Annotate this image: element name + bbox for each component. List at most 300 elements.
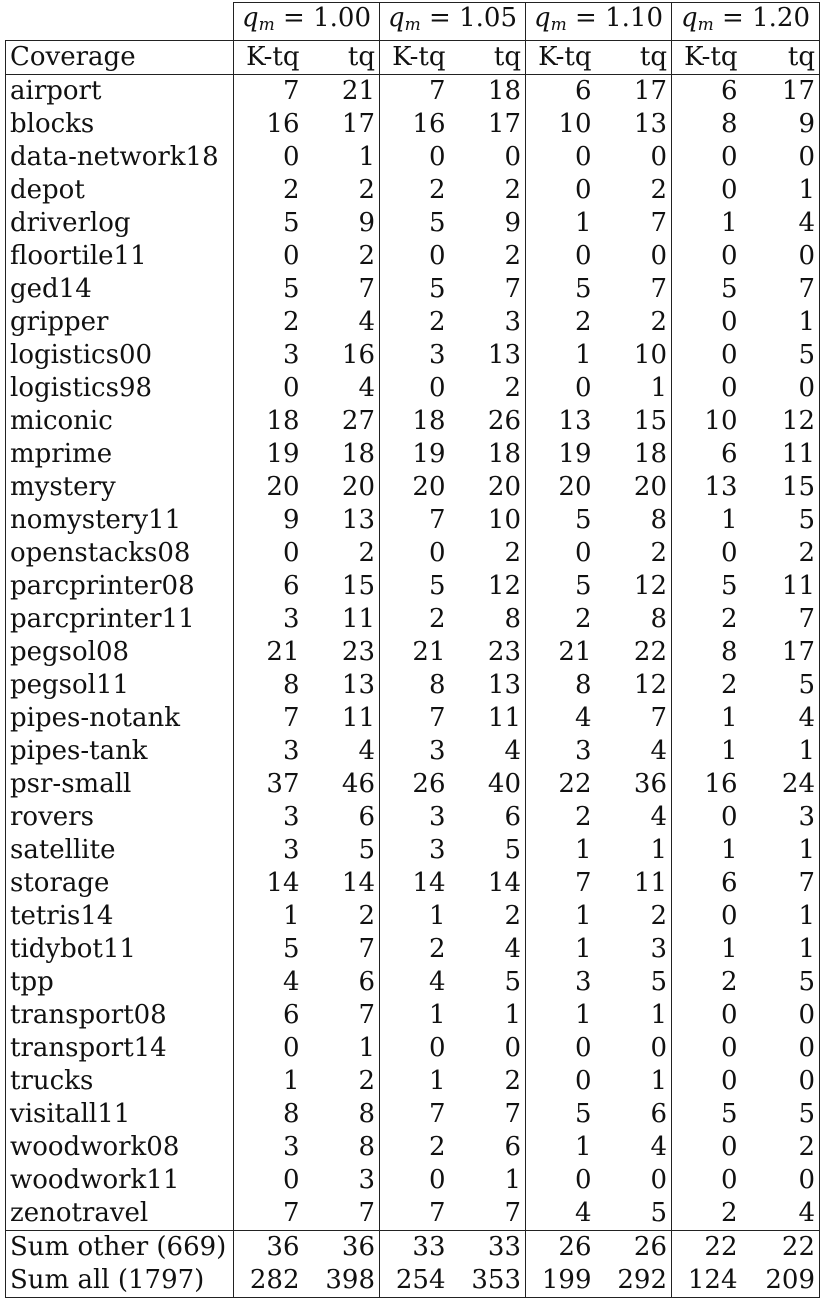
table-row (6, 108, 820, 141)
coverage-value: 0 (428, 241, 446, 271)
coverage-value: 21 (304, 75, 380, 109)
table-row (6, 339, 820, 372)
qm-group-header (234, 3, 380, 41)
coverage-value: 1 (282, 1066, 300, 1096)
qm-symbol: q (388, 3, 405, 33)
domain-name: blocks (6, 108, 234, 141)
table-row (6, 735, 820, 768)
table-row (6, 438, 820, 471)
table-row (6, 801, 820, 834)
coverage-value: 0 (282, 373, 300, 403)
qm-subscript: m (258, 15, 275, 35)
domain-name: satellite (6, 834, 234, 867)
table-row (6, 1164, 820, 1197)
coverage-value: 2 (720, 967, 738, 997)
coverage-value: 5 (574, 1099, 592, 1129)
coverage-value: 17 (742, 75, 820, 109)
coverage-value: 3 (304, 1164, 380, 1197)
coverage-value: 0 (720, 373, 738, 403)
coverage-value: 20 (304, 471, 380, 504)
coverage-value: 3 (282, 835, 300, 865)
coverage-value: 0 (720, 307, 738, 337)
coverage-value: 19 (558, 439, 592, 469)
coverage-value: 6 (450, 1131, 526, 1164)
coverage-value: 1 (720, 505, 738, 535)
domain-name: miconic (6, 405, 234, 438)
qm-header-row (6, 3, 820, 41)
table-row (6, 570, 820, 603)
domain-name: depot (6, 174, 234, 207)
coverage-value: 7 (742, 273, 820, 306)
coverage-value: 33 (450, 1231, 526, 1265)
table-row (6, 603, 820, 636)
column-header: K-tq (672, 41, 742, 75)
coverage-value: 4 (282, 967, 300, 997)
coverage-value: 18 (596, 438, 672, 471)
coverage-value: 3 (574, 967, 592, 997)
coverage-value: 7 (428, 1198, 446, 1228)
coverage-value: 2 (304, 240, 380, 273)
coverage-value: 0 (720, 901, 738, 931)
coverage-value: 7 (450, 273, 526, 306)
coverage-value: 254 (380, 1264, 450, 1298)
coverage-value: 0 (574, 1033, 592, 1063)
domain-name: transport14 (6, 1032, 234, 1065)
coverage-value: 1 (428, 1000, 446, 1030)
coverage-value: 9 (450, 207, 526, 240)
coverage-value: 2 (742, 537, 820, 570)
header-blank-cell (6, 3, 234, 41)
coverage-value: 3 (450, 306, 526, 339)
coverage-value: 27 (304, 405, 380, 438)
domain-name: gripper (6, 306, 234, 339)
coverage-value: 11 (304, 702, 380, 735)
qm-symbol: q (681, 3, 698, 33)
coverage-value: 5 (742, 966, 820, 999)
coverage-value: 0 (574, 1066, 592, 1096)
table-row (6, 999, 820, 1032)
coverage-value: 11 (450, 702, 526, 735)
coverage-value: 6 (450, 801, 526, 834)
qm-equals: = (566, 3, 606, 33)
qm-equals: = (274, 3, 314, 33)
coverage-value: 5 (742, 669, 820, 702)
column-header-row (6, 41, 820, 75)
coverage-value: 7 (574, 868, 592, 898)
coverage-value: 5 (428, 274, 446, 304)
coverage-value: 6 (720, 439, 738, 469)
coverage-value: 5 (720, 1099, 738, 1129)
coverage-value: 1 (596, 372, 672, 405)
coverage-value: 5 (720, 274, 738, 304)
coverage-value: 24 (742, 768, 820, 801)
coverage-value: 0 (596, 141, 672, 174)
domain-name: rovers (6, 801, 234, 834)
coverage-value: 8 (282, 1099, 300, 1129)
qm-group-header (526, 3, 672, 41)
coverage-value: 1 (720, 835, 738, 865)
coverage-value: 2 (304, 174, 380, 207)
coverage-value: 9 (742, 108, 820, 141)
coverage-value: 4 (304, 306, 380, 339)
coverage-value: 10 (596, 339, 672, 372)
coverage-value: 18 (412, 406, 446, 436)
coverage-value: 19 (412, 439, 446, 469)
coverage-value: 16 (304, 339, 380, 372)
coverage-value: 1 (720, 703, 738, 733)
coverage-value: 15 (596, 405, 672, 438)
coverage-value: 16 (266, 109, 300, 139)
coverage-value: 11 (596, 867, 672, 900)
coverage-value: 11 (304, 603, 380, 636)
table-row (6, 669, 820, 702)
coverage-value: 2 (428, 307, 446, 337)
domain-name: tpp (6, 966, 234, 999)
coverage-value: 4 (304, 735, 380, 768)
coverage-value: 2 (574, 604, 592, 634)
domain-name: zenotravel (6, 1197, 234, 1231)
coverage-value: 398 (304, 1264, 380, 1298)
coverage-value: 6 (596, 1098, 672, 1131)
coverage-value: 1 (428, 1066, 446, 1096)
coverage-value: 5 (720, 571, 738, 601)
coverage-value: 1 (720, 208, 738, 238)
domain-name: psr-small (6, 768, 234, 801)
coverage-value: 7 (450, 1197, 526, 1231)
coverage-value: 0 (282, 1033, 300, 1063)
coverage-value: 3 (282, 604, 300, 634)
coverage-value: 2 (304, 1065, 380, 1098)
coverage-value: 6 (574, 76, 592, 106)
coverage-value: 0 (720, 142, 738, 172)
coverage-value: 7 (428, 505, 446, 535)
coverage-value: 0 (428, 538, 446, 568)
coverage-value: 11 (742, 570, 820, 603)
coverage-value: 7 (282, 703, 300, 733)
table-row (6, 1131, 820, 1164)
coverage-value: 0 (282, 142, 300, 172)
coverage-value: 4 (574, 703, 592, 733)
qm-group-header (380, 3, 526, 41)
coverage-value: 1 (742, 933, 820, 966)
coverage-value: 33 (380, 1231, 450, 1265)
domain-name: nomystery11 (6, 504, 234, 537)
coverage-value: 1 (574, 340, 592, 370)
coverage-value: 5 (574, 274, 592, 304)
qm-subscript: m (550, 15, 567, 35)
coverage-value: 9 (304, 207, 380, 240)
domain-name: parcprinter08 (6, 570, 234, 603)
coverage-value: 15 (742, 471, 820, 504)
coverage-value: 1 (720, 934, 738, 964)
coverage-value: 3 (428, 340, 446, 370)
coverage-value: 1 (574, 208, 592, 238)
coverage-value: 22 (672, 1231, 742, 1265)
coverage-value: 0 (742, 141, 820, 174)
coverage-value: 0 (720, 1000, 738, 1030)
domain-name: Sum other (669) (6, 1231, 234, 1265)
coverage-value: 4 (596, 801, 672, 834)
coverage-value: 13 (450, 669, 526, 702)
table-row (6, 273, 820, 306)
coverage-value: 2 (450, 900, 526, 933)
coverage-value: 2 (574, 802, 592, 832)
coverage-value: 0 (742, 1164, 820, 1197)
coverage-value: 3 (282, 1132, 300, 1162)
coverage-value: 13 (450, 339, 526, 372)
coverage-value: 36 (596, 768, 672, 801)
coverage-value: 7 (304, 933, 380, 966)
domain-name: parcprinter11 (6, 603, 234, 636)
table-row (6, 1264, 820, 1298)
coverage-value: 0 (742, 240, 820, 273)
coverage-value: 16 (704, 769, 738, 799)
coverage-value: 7 (450, 1098, 526, 1131)
domain-name: pegsol11 (6, 669, 234, 702)
coverage-value: 23 (304, 636, 380, 669)
domain-name: pipes-tank (6, 735, 234, 768)
coverage-value: 1 (574, 1132, 592, 1162)
table-row (6, 1065, 820, 1098)
coverage-value: 3 (282, 736, 300, 766)
coverage-value: 1 (720, 736, 738, 766)
coverage-value: 0 (450, 1032, 526, 1065)
coverage-value: 0 (428, 373, 446, 403)
coverage-value: 7 (742, 867, 820, 900)
coverage-value: 2 (428, 604, 446, 634)
table-row (6, 768, 820, 801)
column-header: K-tq (526, 41, 596, 75)
coverage-value: 209 (742, 1264, 820, 1298)
table-row (6, 636, 820, 669)
coverage-value: 8 (596, 504, 672, 537)
qm-symbol: q (534, 3, 551, 33)
coverage-value: 3 (282, 802, 300, 832)
coverage-value: 0 (720, 1033, 738, 1063)
coverage-value: 7 (428, 703, 446, 733)
table-row (6, 75, 820, 109)
table-row (6, 702, 820, 735)
coverage-value: 0 (742, 1032, 820, 1065)
table-row (6, 207, 820, 240)
coverage-value: 4 (304, 372, 380, 405)
qm-subscript: m (404, 15, 421, 35)
column-header: tq (304, 41, 380, 75)
table-row (6, 1032, 820, 1065)
coverage-table (5, 2, 820, 1298)
coverage-value: 1 (282, 901, 300, 931)
coverage-value: 7 (596, 207, 672, 240)
coverage-value: 1 (574, 934, 592, 964)
coverage-value: 2 (742, 1131, 820, 1164)
coverage-value: 20 (558, 472, 592, 502)
coverage-value: 14 (412, 868, 446, 898)
coverage-value: 46 (304, 768, 380, 801)
coverage-value: 4 (450, 933, 526, 966)
coverage-value: 7 (304, 1197, 380, 1231)
table-row (6, 372, 820, 405)
qm-value: 1.05 (459, 3, 517, 33)
domain-name: tetris14 (6, 900, 234, 933)
coverage-value: 3 (282, 340, 300, 370)
table-row (6, 471, 820, 504)
coverage-value: 0 (720, 802, 738, 832)
coverage-value: 2 (574, 307, 592, 337)
coverage-value: 6 (282, 571, 300, 601)
coverage-value: 5 (282, 274, 300, 304)
coverage-value: 12 (596, 570, 672, 603)
coverage-value: 3 (742, 801, 820, 834)
qm-symbol: q (242, 3, 259, 33)
coverage-value: 2 (596, 306, 672, 339)
coverage-value: 8 (304, 1131, 380, 1164)
qm-value: 1.00 (313, 3, 371, 33)
coverage-value: 6 (304, 801, 380, 834)
domain-name: storage (6, 867, 234, 900)
table-row (6, 141, 820, 174)
table-row (6, 537, 820, 570)
coverage-value: 5 (574, 505, 592, 535)
coverage-value: 2 (596, 537, 672, 570)
table-row (6, 405, 820, 438)
coverage-value: 1 (742, 900, 820, 933)
domain-name: pipes-notank (6, 702, 234, 735)
coverage-value: 13 (558, 406, 592, 436)
coverage-value: 16 (412, 109, 446, 139)
coverage-value: 10 (558, 109, 592, 139)
coverage-value: 2 (596, 174, 672, 207)
coverage-value: 7 (596, 702, 672, 735)
coverage-value: 40 (450, 768, 526, 801)
coverage-value: 4 (742, 702, 820, 735)
coverage-value: 2 (720, 1198, 738, 1228)
coverage-value: 13 (304, 504, 380, 537)
coverage-value: 17 (304, 108, 380, 141)
domain-name: mystery (6, 471, 234, 504)
coverage-value: 6 (304, 966, 380, 999)
coverage-value: 5 (574, 571, 592, 601)
coverage-value: 353 (450, 1264, 526, 1298)
coverage-value: 7 (304, 273, 380, 306)
coverage-value: 1 (304, 141, 380, 174)
coverage-value: 1 (450, 1164, 526, 1197)
coverage-value: 0 (282, 538, 300, 568)
domain-name: Sum all (1797) (6, 1264, 234, 1298)
coverage-value: 124 (672, 1264, 742, 1298)
domain-name: woodwork11 (6, 1164, 234, 1197)
coverage-value: 0 (720, 538, 738, 568)
coverage-value: 0 (574, 175, 592, 205)
coverage-value: 2 (450, 537, 526, 570)
coverage-value: 7 (304, 999, 380, 1032)
coverage-value: 13 (304, 669, 380, 702)
table-row (6, 1098, 820, 1131)
coverage-value: 0 (428, 142, 446, 172)
table-row (6, 933, 820, 966)
domain-name: ged14 (6, 273, 234, 306)
coverage-value: 36 (234, 1231, 304, 1265)
coverage-value: 11 (742, 438, 820, 471)
coverage-value: 8 (596, 603, 672, 636)
coverage-value: 1 (742, 306, 820, 339)
coverage-value: 5 (428, 208, 446, 238)
coverage-value: 5 (596, 1197, 672, 1231)
coverage-value: 17 (596, 75, 672, 109)
coverage-value: 2 (304, 537, 380, 570)
coverage-value: 10 (450, 504, 526, 537)
coverage-value: 2 (428, 1132, 446, 1162)
domain-name: transport08 (6, 999, 234, 1032)
domain-name: floortile11 (6, 240, 234, 273)
coverage-value: 0 (720, 1132, 738, 1162)
coverage-value: 0 (282, 241, 300, 271)
coverage-value: 2 (450, 174, 526, 207)
table-row (6, 174, 820, 207)
coverage-value: 0 (596, 1032, 672, 1065)
coverage-value: 14 (450, 867, 526, 900)
coverage-value: 14 (266, 868, 300, 898)
coverage-value: 23 (450, 636, 526, 669)
coverage-value: 0 (574, 538, 592, 568)
coverage-value: 20 (596, 471, 672, 504)
coverage-value: 4 (742, 1197, 820, 1231)
coverage-value: 1 (742, 834, 820, 867)
domain-name: logistics98 (6, 372, 234, 405)
coverage-value: 1 (450, 999, 526, 1032)
coverage-value: 0 (720, 340, 738, 370)
coverage-value: 4 (450, 735, 526, 768)
coverage-value: 0 (428, 1165, 446, 1195)
coverage-value: 7 (282, 76, 300, 106)
coverage-value: 0 (574, 241, 592, 271)
coverage-value: 8 (282, 670, 300, 700)
coverage-value: 3 (428, 736, 446, 766)
table-row (6, 504, 820, 537)
coverage-value: 5 (596, 966, 672, 999)
table-row (6, 867, 820, 900)
domain-name: data-network18 (6, 141, 234, 174)
coverage-value: 7 (596, 273, 672, 306)
coverage-value: 0 (720, 241, 738, 271)
coverage-value: 12 (450, 570, 526, 603)
coverage-value: 5 (450, 834, 526, 867)
coverage-value: 2 (450, 240, 526, 273)
coverage-value: 12 (742, 405, 820, 438)
coverage-value: 4 (596, 1131, 672, 1164)
domain-name: driverlog (6, 207, 234, 240)
coverage-value: 13 (704, 472, 738, 502)
table-row (6, 240, 820, 273)
coverage-value: 2 (450, 1065, 526, 1098)
coverage-value: 19 (266, 439, 300, 469)
coverage-value: 5 (450, 966, 526, 999)
domain-name: pegsol08 (6, 636, 234, 669)
coverage-value: 2 (428, 934, 446, 964)
coverage-value: 2 (596, 900, 672, 933)
coverage-value: 4 (742, 207, 820, 240)
column-header: K-tq (234, 41, 304, 75)
coverage-value: 8 (428, 670, 446, 700)
coverage-value: 5 (304, 834, 380, 867)
coverage-value: 0 (742, 372, 820, 405)
domain-name: tidybot11 (6, 933, 234, 966)
coverage-value: 9 (282, 505, 300, 535)
coverage-value: 0 (574, 373, 592, 403)
coverage-value: 199 (526, 1264, 596, 1298)
coverage-value: 1 (742, 174, 820, 207)
coverage-value: 18 (304, 438, 380, 471)
coverage-value: 4 (596, 735, 672, 768)
